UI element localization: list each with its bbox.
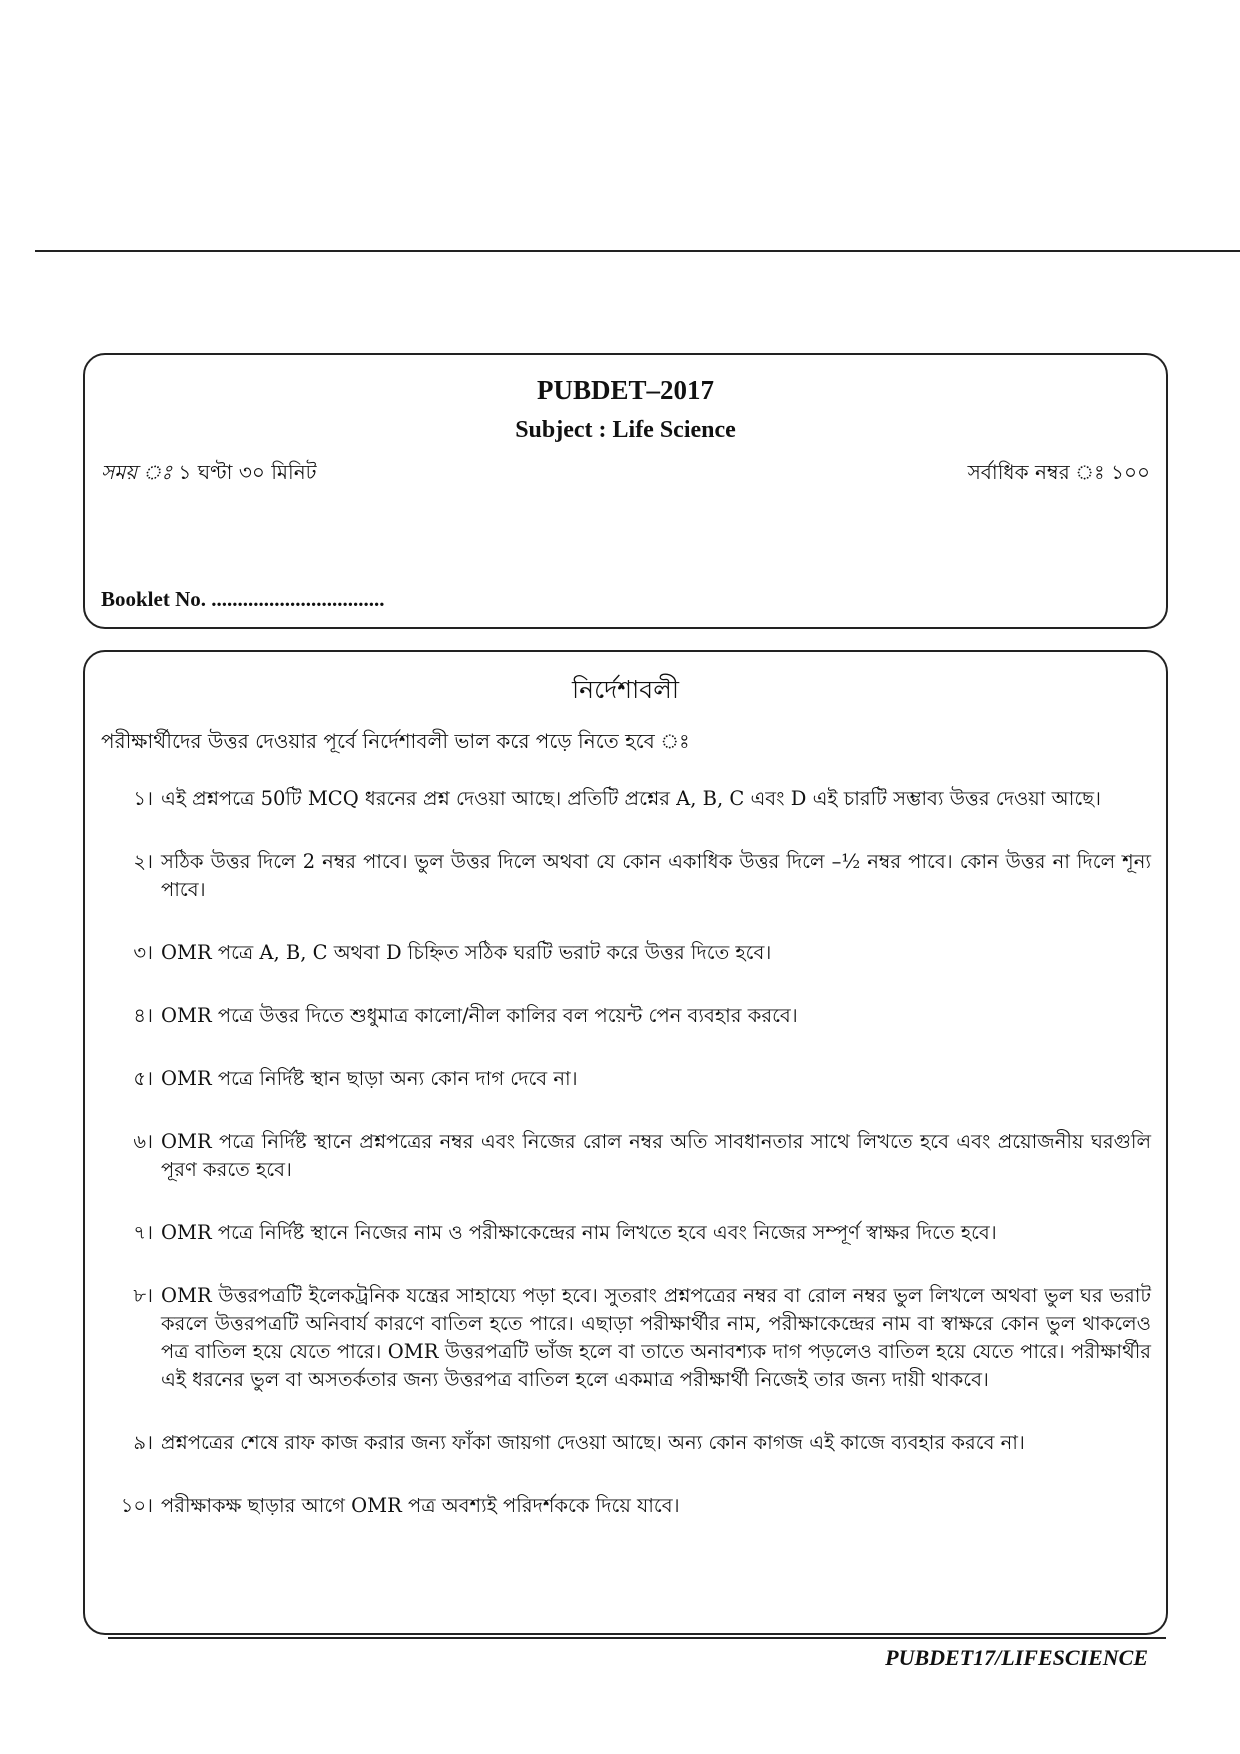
instruction-number: ২। [133, 850, 153, 873]
instructions-intro: পরীক্ষার্থীদের উত্তর দেওয়ার পূর্বে নির্দেশাবলী ভাল করে পড়ে নিতে হবে ঃ [101, 729, 690, 753]
instruction-text: OMR পত্রে উত্তর দিতে শুধুমাত্র কালো/নীল কালির বল পয়েন্ট পেন ব্যবহার করবে। [161, 1004, 798, 1027]
instruction-text: সঠিক উত্তর দিলে 2 নম্বর পাবে। ভুল উত্তর দিলে অথবা যে কোন একাধিক উত্তর দিলে –½ নম্বর পাবে। কোন উত্তর না দিলে শূন্য পাবে। [161, 850, 1151, 901]
instruction-text: পরীক্ষাকক্ষ ছাড়ার আগে OMR পত্র অবশ্যই পরিদর্শককে দিয়ে যাবে। [161, 1494, 680, 1517]
instruction-text: OMR পত্রে A, B, C অথবা D চিহ্নিত সঠিক ঘরটি ভরাট করে উত্তর দিতে হবে। [161, 941, 772, 964]
instruction-number: ১। [133, 787, 153, 810]
instructions-box [83, 650, 1168, 1635]
instruction-item [101, 939, 1151, 967]
footer-code: PUBDET17/LIFESCIENCE [885, 1645, 1148, 1670]
instruction-item [101, 1492, 1151, 1520]
instruction-number: ৭। [133, 1221, 153, 1244]
instruction-item [101, 785, 1151, 813]
instruction-item [101, 1002, 1151, 1030]
instruction-item [101, 1282, 1151, 1394]
instruction-item [101, 848, 1151, 904]
time-value: ১ ঘণ্টা ৩০ মিনিট [178, 460, 317, 484]
instruction-text: OMR পত্রে নির্দিষ্ট স্থান ছাড়া অন্য কোন দাগ দেবে না। [161, 1067, 578, 1090]
instructions-title: নির্দেশাবলী [572, 675, 679, 704]
instruction-text: প্রশ্নপত্রের শেষে রাফ কাজ করার জন্য ফাঁকা জায়গা দেওয়া আছে। অন্য কোন কাগজ এই কাজে ব্যবহার করবে না। [161, 1431, 1025, 1454]
instructions-list [101, 785, 1151, 1555]
time-label: সময় ঃ [101, 460, 173, 484]
instruction-number: ৪। [133, 1004, 153, 1027]
booklet-number: Booklet No. ................................. [101, 587, 385, 611]
bottom-divider [108, 1637, 1166, 1639]
full-marks [968, 458, 1150, 491]
subject-line: Subject : Life Science [515, 417, 736, 443]
instruction-number: ৮। [133, 1284, 153, 1307]
instruction-item [101, 1065, 1151, 1093]
exam-header-box [83, 353, 1168, 629]
instruction-text: OMR উত্তরপত্রটি ইলেকট্রনিক যন্ত্রের সাহায্যে পড়া হবে। সুতরাং প্রশ্নপত্রের নম্বর বা রোল নম্বর ভুল লিখলে অথবা ভুল ঘর ভরাট করলে উত্তরপত্রটি অনিবার্য কারণে বাতিল হতে পারে। এছাড়া পরীক্ষার্থীর নাম, পরীক্ষাকেন্দ্রের নাম বা স্বাক্ষরে কোন ভুল থাকলেও পত্র বাতিল হয়ে যেতে পারে। OMR উত্তরপত্রটি ভাঁজ হলে বা তাতে অনাবশ্যক দাগ পড়লেও বাতিল হয়ে যেতে পারে। পরীক্ষার্থীর এই ধরনের ভুল বা অসতর্কতার জন্য উত্তরপত্র বাতিল হলে একমাত্র পরীক্ষার্থী নিজেই তার জন্য দায়ী থাকবে। [161, 1284, 1151, 1391]
exam-title: PUBDET–2017 [536, 375, 715, 405]
top-divider [35, 250, 1240, 252]
marks-label: সর্বাধিক নম্বর ঃ [967, 460, 1105, 484]
instruction-item [101, 1429, 1151, 1457]
instruction-number: ৬। [133, 1130, 153, 1153]
instruction-number: ১০। [120, 1494, 153, 1517]
instruction-text: OMR পত্রে নির্দিষ্ট স্থানে প্রশ্নপত্রের নম্বর এবং নিজের রোল নম্বর অতি সাবধানতার সাথে লিখতে হবে এবং প্রয়োজনীয় ঘরগুলি পূরণ করতে হবে। [161, 1130, 1151, 1181]
time-allowed [101, 458, 317, 491]
instruction-text: এই প্রশ্নপত্রে 50টি MCQ ধরনের প্রশ্ন দেওয়া আছে। প্রতিটি প্রশ্নের A, B, C এবং D এই চারটি সম্ভাব্য উত্তর দেওয়া আছে। [161, 787, 1102, 810]
instruction-number: ৫। [133, 1067, 153, 1090]
instruction-item [101, 1219, 1151, 1247]
marks-value: ১০০ [1111, 460, 1150, 484]
instruction-number: ৯। [133, 1431, 153, 1454]
instruction-number: ৩। [133, 941, 153, 964]
instruction-text: OMR পত্রে নির্দিষ্ট স্থানে নিজের নাম ও পরীক্ষাকেন্দ্রের নাম লিখতে হবে এবং নিজের সম্পূর্ণ স্বাক্ষর দিতে হবে। [161, 1221, 997, 1244]
instruction-item [101, 1128, 1151, 1184]
